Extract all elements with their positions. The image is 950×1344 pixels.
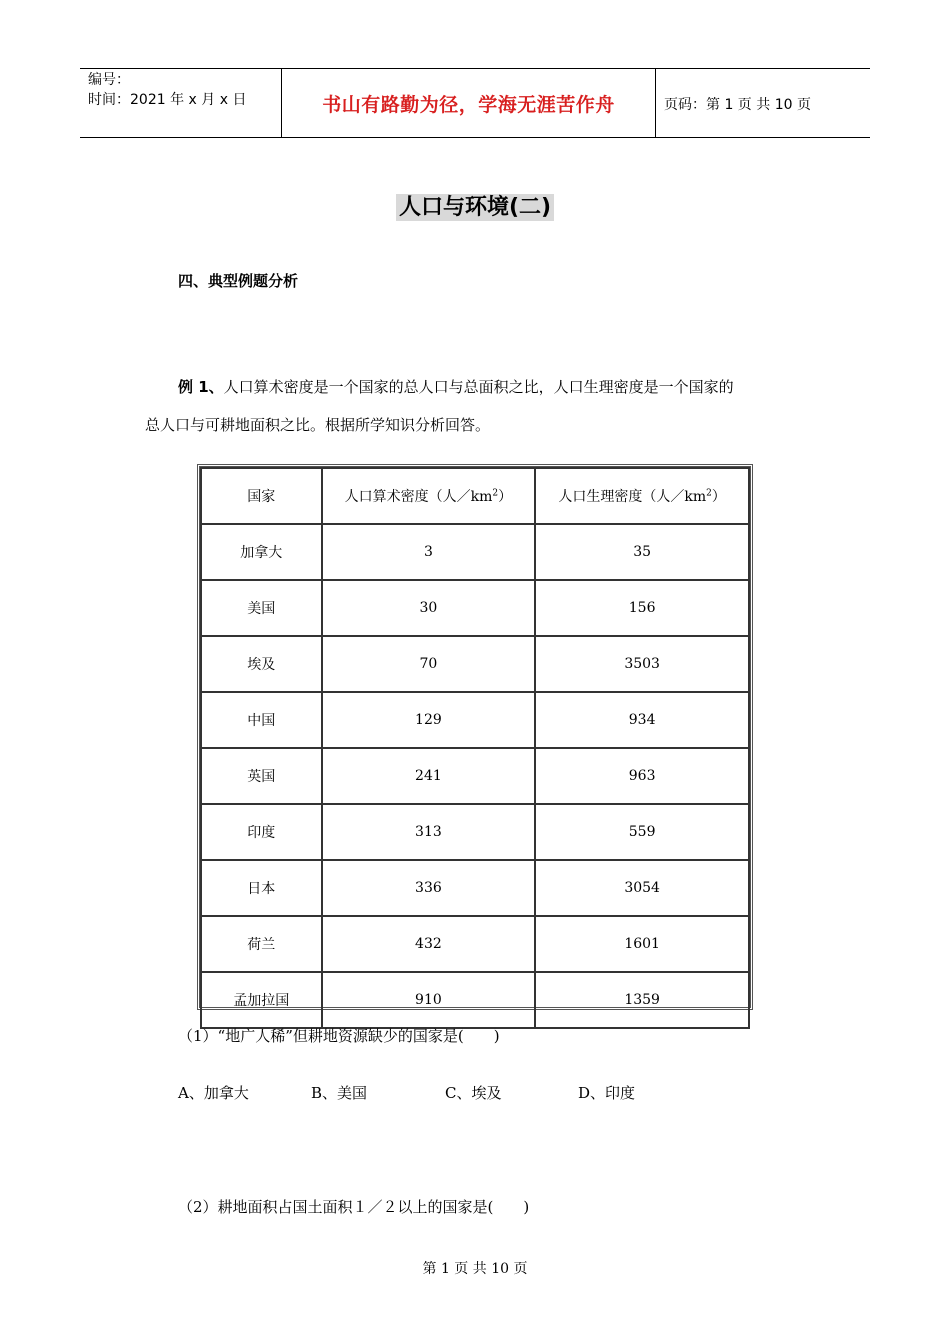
document-title: 人口与环境(二): [396, 194, 554, 221]
table-cell: 241: [322, 748, 536, 804]
table-cell: 313: [322, 804, 536, 860]
table-row: [201, 580, 749, 636]
table-row: [201, 916, 749, 972]
table-cell: 70: [322, 636, 536, 692]
table-cell: 1601: [535, 916, 749, 972]
header-meta-cell: [80, 69, 280, 137]
table-cell: 日本: [201, 860, 322, 916]
table-row: [201, 804, 749, 860]
header-physiological-density: 人口生理密度（人$/km^2$）: [535, 468, 749, 524]
table-cell: 埃及: [201, 636, 322, 692]
option-c: C、埃及: [445, 1084, 502, 1102]
option-a: A、加拿大: [178, 1084, 249, 1102]
table-row: [201, 636, 749, 692]
header-motto-cell: [281, 69, 656, 137]
table-cell: 934: [535, 692, 749, 748]
page-footer: 第 1 页 共 10 页: [422, 1261, 528, 1277]
example-line-2: 总人口与可耕地面积之比。根据所学知识分析回答。: [145, 416, 491, 434]
table-cell: 3503: [535, 636, 749, 692]
page-info: 页码：第 1 页 共 10 页: [664, 97, 811, 113]
option-d: D、印度: [578, 1084, 636, 1102]
table-cell: 963: [535, 748, 749, 804]
document-title-wrap: [0, 190, 950, 221]
question-1: （1）“地广人稀”但耕地资源缺少的国家是( ): [178, 1027, 500, 1045]
header-page-cell: [656, 69, 870, 137]
table-cell: 印度: [201, 804, 322, 860]
density-table: [197, 464, 753, 1010]
number-label: 编号：: [88, 72, 130, 88]
table-cell: 3054: [535, 860, 749, 916]
table-row: [201, 972, 749, 1028]
table-cell: 129: [322, 692, 536, 748]
table-cell: 英国: [201, 748, 322, 804]
table-cell: 432: [322, 916, 536, 972]
table-cell: 中国: [201, 692, 322, 748]
question-2: （2）耕地面积占国土面积１／２以上的国家是( ): [178, 1198, 530, 1216]
table-cell: 156: [535, 580, 749, 636]
example-line-1: 例 1、人口算术密度是一个国家的总人口与总面积之比，人口生理密度是一个国家的: [178, 378, 734, 396]
table-row: [201, 748, 749, 804]
table-row: [201, 860, 749, 916]
table-cell: 559: [535, 804, 749, 860]
table-cell: 910: [322, 972, 536, 1028]
document-header: [80, 68, 870, 138]
table-cell: 336: [322, 860, 536, 916]
table-cell: 加拿大: [201, 524, 322, 580]
table-cell: 荷兰: [201, 916, 322, 972]
option-b: B、美国: [311, 1084, 368, 1102]
table-row: [201, 692, 749, 748]
table-cell: 3: [322, 524, 536, 580]
header-arithmetic-density: 人口算术密度（人$/km^2$）: [322, 468, 536, 524]
table-cell: 美国: [201, 580, 322, 636]
table-cell: 30: [322, 580, 536, 636]
section-heading: 四、典型例题分析: [178, 272, 299, 290]
motto-text: 书山有路勤为径，学海无涯苦作舟: [322, 94, 615, 116]
header-country: 国家: [201, 468, 322, 524]
table-cell: 35: [535, 524, 749, 580]
time-label: 时间：2021 年 x 月 x 日: [88, 92, 247, 108]
table-cell: 1359: [535, 972, 749, 1028]
table-cell: 孟加拉国: [201, 972, 322, 1028]
table-row: [201, 524, 749, 580]
table-header-row: [201, 468, 749, 524]
example-paragraph: [145, 368, 805, 444]
example-label: 例 1、: [178, 378, 224, 396]
